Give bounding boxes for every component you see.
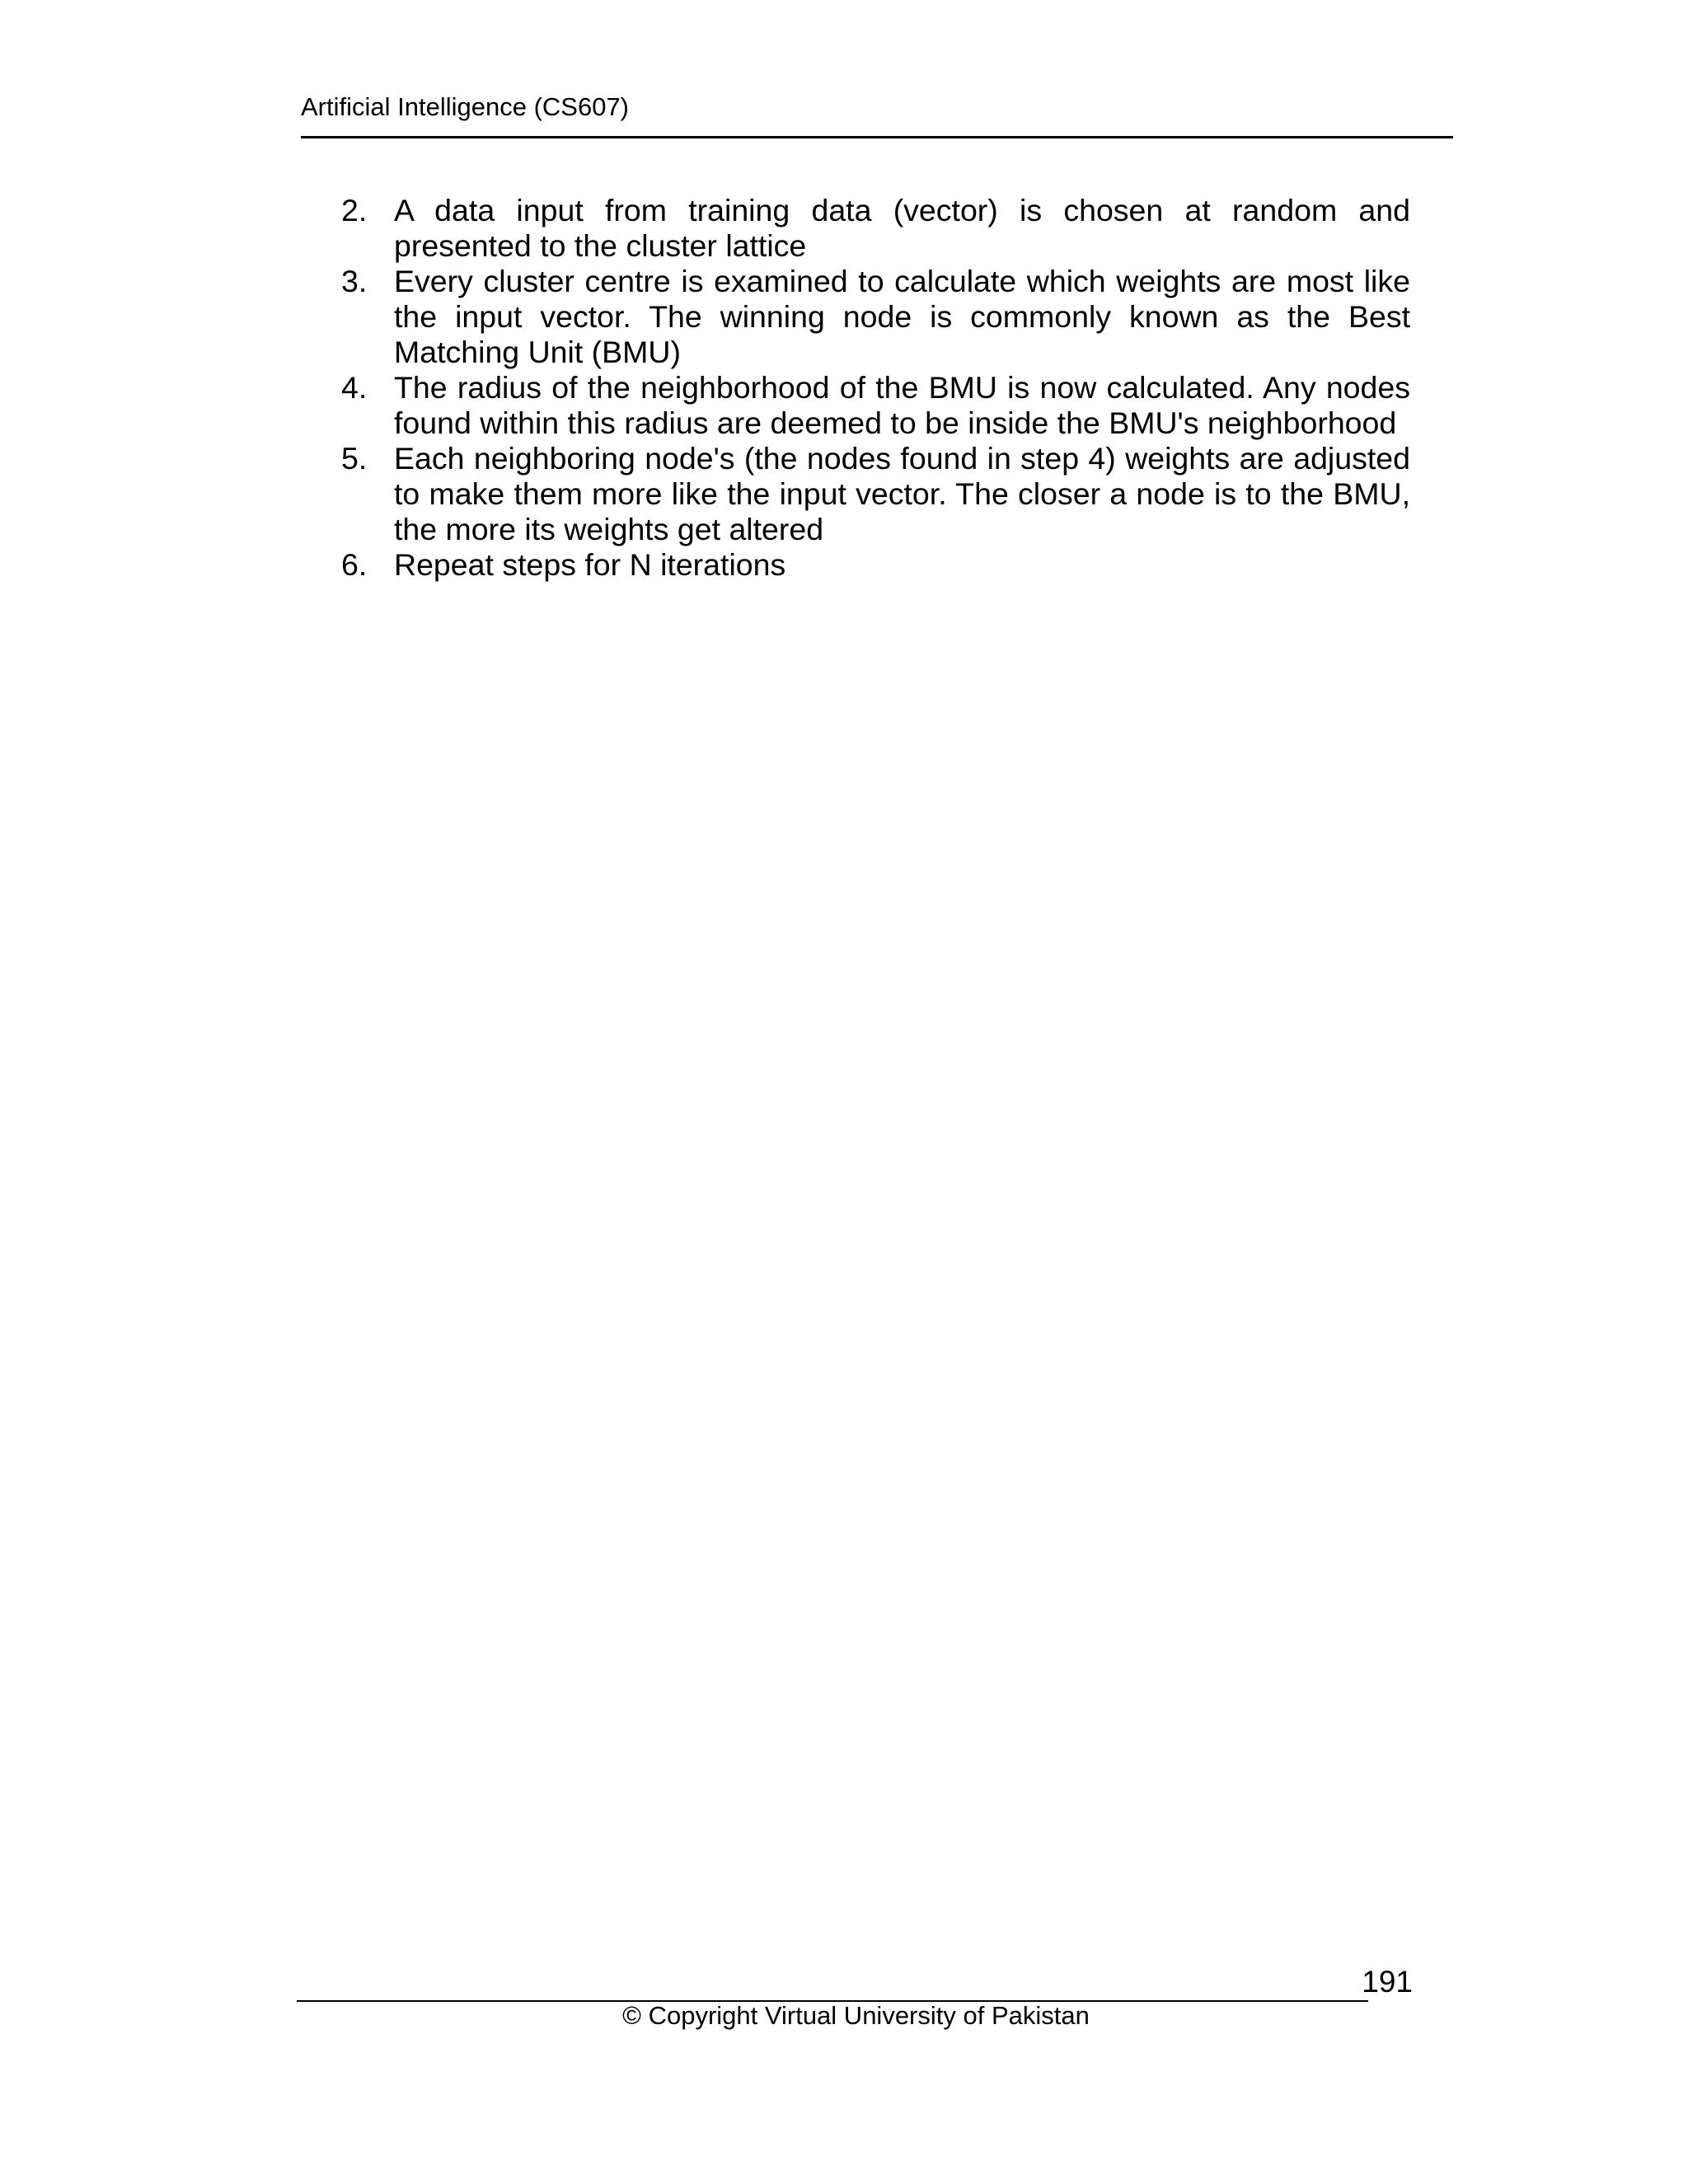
list-item — [341, 370, 1410, 441]
steps-list — [341, 193, 1410, 583]
step-number: 5. — [341, 441, 368, 476]
page-number: 191 — [1362, 1965, 1413, 1999]
list-item — [341, 193, 1410, 264]
page-header-title: Artificial Intelligence (CS607) — [301, 92, 630, 121]
copyright-notice: © Copyright Virtual University of Pakistan — [622, 2001, 1090, 2030]
list-item — [341, 547, 1410, 583]
step-number: 2. — [341, 193, 368, 227]
step-text: A data input from training data (vector) is chosen at random and presented to the cluster lattice — [394, 193, 1410, 263]
list-item — [341, 441, 1410, 547]
step-text: Each neighboring node's (the nodes found in step 4) weights are adjusted to make them more like the input vector. The closer a node is to the BMU, the more its weights get altered — [394, 441, 1410, 546]
step-number: 3. — [341, 264, 368, 298]
step-number: 6. — [341, 547, 368, 582]
list-item — [341, 264, 1410, 370]
step-text: The radius of the neighborhood of the BMU is now calculated. Any nodes found within this radius are deemed to be inside the BMU's neighborhood — [394, 370, 1410, 440]
header-divider — [301, 136, 1453, 138]
step-number: 4. — [341, 370, 368, 405]
step-text: Repeat steps for N iterations — [394, 547, 786, 582]
step-text: Every cluster centre is examined to calculate which weights are most like the input vector. The winning node is commonly known as the Best Matching Unit (BMU) — [394, 264, 1410, 369]
